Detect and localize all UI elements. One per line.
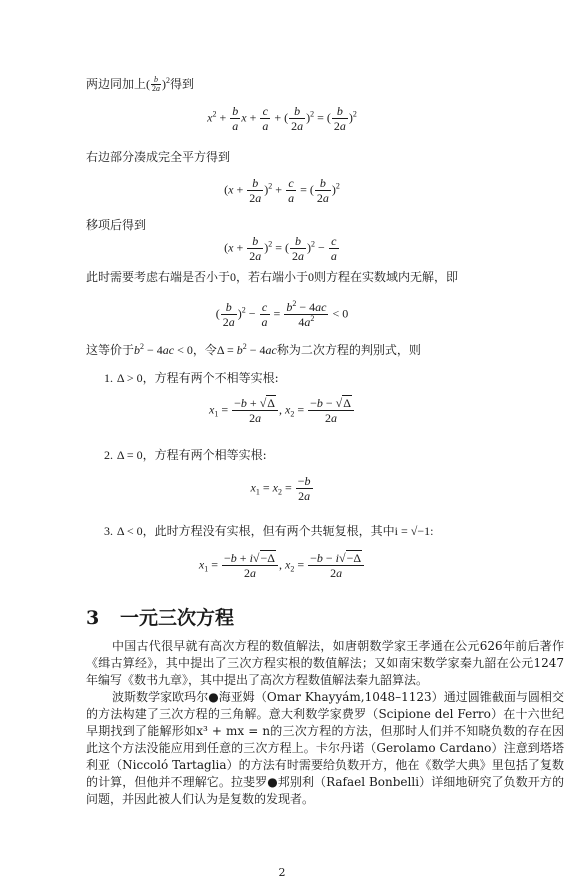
case-1 [104,371,279,385]
text-fragment: 则方程在实数域内无解，即 [314,270,459,284]
text-consider: 此时需要考虑右端是否小于0，若右端小于0则方程在实数域内无解，即 [86,270,459,284]
case-text: ，此时方程没有实根，但有两个共轭复根，其中 [142,524,395,538]
section-heading [86,603,234,630]
case-condition: Δ > 0 [116,371,143,385]
text-fragment: ，若右端小于 [236,270,309,284]
case-text: ，方程有两个相等实根: [142,448,267,462]
case-2 [104,448,267,462]
equation-2: (x + $\frac{b}{2a}$ )$^2$ + $\frac{c}{a}$ = ( $\frac{b}{2a}$ )$^2$ [224,176,340,205]
equation-3: (x + $\frac{b}{2a}$ )$^2$ = ( $\frac{b}{2a}$ )$^2$ − $\frac{c}{a}$ [224,234,337,263]
text-complete-square: 右边部分凑成完全平方得到 [86,150,231,164]
text-fragment: 这等价于 [86,343,135,357]
section-title: 一元三次方程 [120,607,235,629]
text-fragment: 得到 [170,77,195,91]
text-fragment: 此时需要考虑右端是否小于 [86,270,231,284]
equation-case-1: $x_1$ = $\frac{-b + √\Delta}{2a}$ , $x_2$ = $\frac{-b - √\Delta}{2a}$ [0,396,564,425]
equation-case-3: $x_1$ = $\frac{-b + i√-\Delta}{2a}$ , $x_2$ = $\frac{-b - i√-\Delta}{2a}$ [0,551,564,580]
case-3 [104,524,433,538]
equation-case-2: $x_1 = x_2$ = $\frac{-b}{2a}$ [250,474,311,503]
text-fragment: 两边同加上 [86,77,147,91]
text-discriminant: 这等价于$b^2 - 4ac < 0$，令$\Delta = b^2 - 4ac$称为二次方程的判别式，则 [86,342,421,357]
text-add-term: 两边同加上( $\frac{b}{2a}$ )$^2$得到 [86,75,195,93]
equation-4: ( $\frac{b}{2a}$ )$^2$ − $\frac{c}{a}$ = $\frac{b^2 - 4ac}{4a^2}$ < 0 [215,299,349,329]
case-number: 3. [104,524,113,538]
case-condition: Δ < 0 [116,524,143,538]
section-number: 3 [86,607,100,629]
case-text: ，方程有两个不相等实根: [142,371,279,385]
paragraph-1: 中国古代很早就有高次方程的数值解法，如唐朝数学家王孝通在公元626年前后著作《缉古算经》，其中提出了三次方程实根的数值解法；又如南宋数学家秦九韶在公元1247年编写《数书九章》，其中提出了高次方程数值解法秦九韶算法。 [86,639,564,687]
text-move-terms: 移项后得到 [86,218,147,232]
equation-1: $x^2$ + $\frac{b}{a}$ x + $\frac{c}{a}$ + ( $\frac{b}{2a}$ )$^2$ = ( $\frac{b}{2a}$ )$^2$ [207,104,357,133]
body-paragraphs [86,638,564,808]
case-condition: Δ = 0 [116,448,143,462]
paragraph-2: 波斯数学家欧玛尔●海亚姆（Omar Khayyám,1048–1123）通过圆锥截面与圆相交的方法构建了三次方程的三角解。意大利数学家费罗（Scipione del Ferro）在十六世纪早期找到了能解形如x³ + mx = n的三次方程的方法，但那时人们并不知晓负数的存在因此这个方法没能应用到任意的三次方程上。卡尔丹诺（Gerolamo Cardano）注意到塔塔利亚（Niccoló Tartaglia）的方法有时需要给负数开方，他在《数学大典》里包括了复数的计算，但他并不理解它。拉斐罗●邦别利（Rafael Bonbelli）详细地研究了负数开方的问题，并因此被人们认为是复数的发现者。 [86,690,564,806]
text-fragment: 称为二次方程的判别式，则 [276,343,421,357]
case-i-definition: i = √−1: [394,524,434,538]
page-number: 2 [278,866,286,879]
text-fragment: ，令 [192,343,217,357]
case-number: 1. [104,371,113,385]
case-number: 2. [104,448,113,462]
